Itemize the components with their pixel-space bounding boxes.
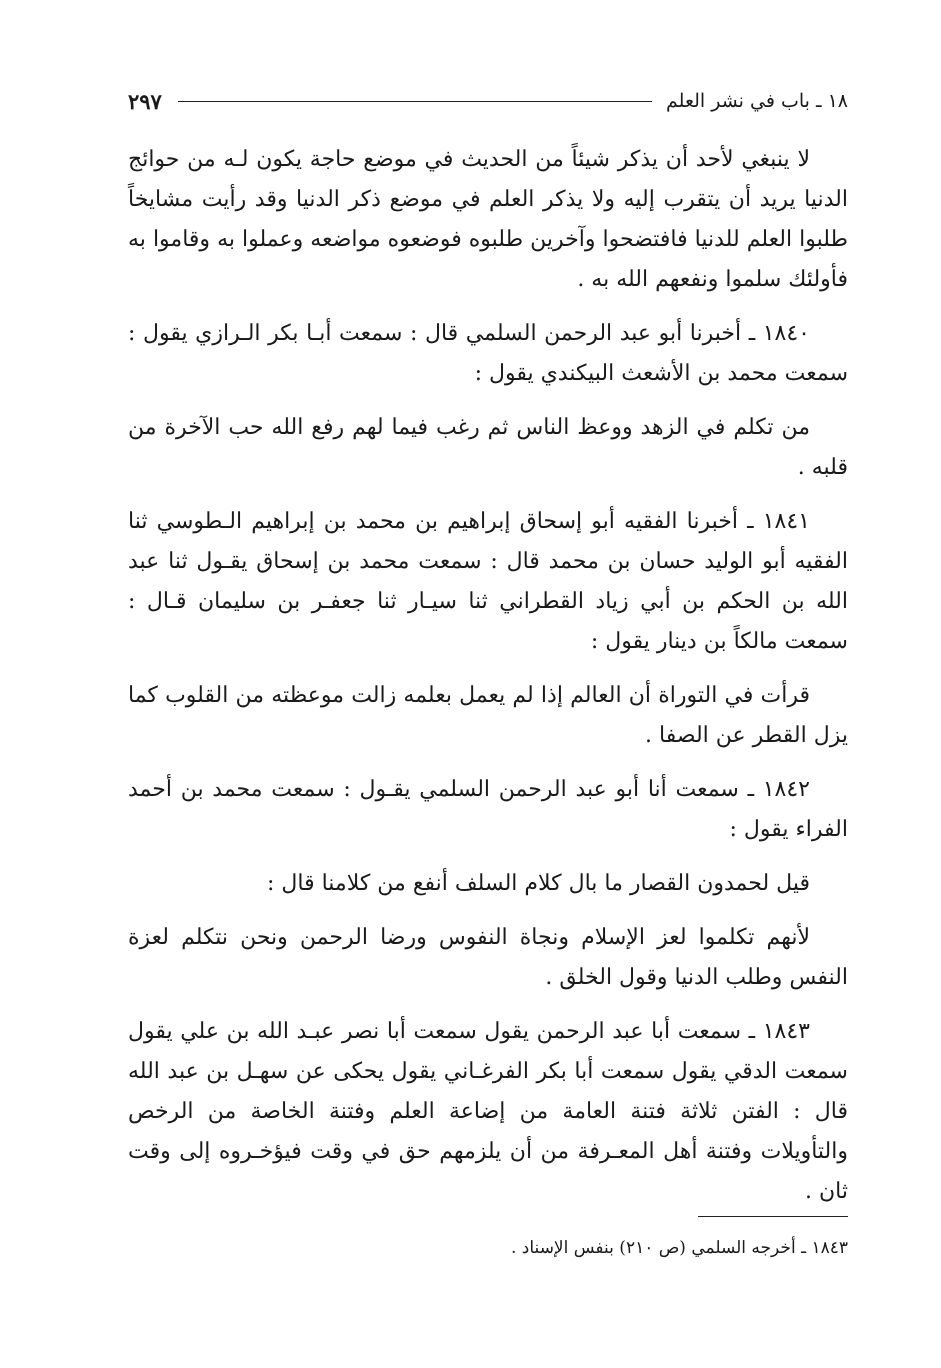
header-rule bbox=[178, 101, 652, 102]
narration-1843: ١٨٤٣ ـ سمعت أبا عبد الرحمن يقول سمعت أبا نصر عبـد الله بن علي يقول سمعت الدقي يقول سمعت أبا بكر الفرغـاني يقول يحكى عن سهـل بن عبد الله قال : الفتن ثلاثة فتنة العامة من إضاعة العلم وفتنة الخاصة من الرخص والتأويلات وفتنة أهل المعـرفة من أن يلزمهم حق في وقت فيؤخـروه إلى وقت ثان . bbox=[128, 1019, 848, 1204]
narration-1841-isnad: ١٨٤١ ـ أخبرنا الفقيه أبو إسحاق إبراهيم بن محمد بن إبراهيم الـطوسي ثنا الفقيه أبو الوليد حسان بن محمد قال : سمعت محمد بن إسحاق يقـول ثنا عبد الله بن الحكم بن أبي زياد القطراني ثنا سيـار ثنا جعفـر بن سليمان قـال : سمعت مالكاً بن دينار يقول : bbox=[128, 509, 848, 654]
narration-1842-question: قيل لحمدون القصار ما بال كلام السلف أنفع من كلامنا قال : bbox=[266, 871, 810, 896]
footnote: ١٨٤٣ ـ أخرجه السلمي (ص ٢١٠) بنفس الإسناد . bbox=[511, 1238, 848, 1258]
narration-1842-answer: لأنهم تكلموا لعز الإسلام ونجاة النفوس ورضا الرحمن ونحن نتكلم لعزة النفس وطلب الدنيا وقول الخلق . bbox=[128, 925, 848, 990]
page-body bbox=[128, 140, 848, 1226]
paragraph-intro: لا ينبغي لأحد أن يذكر شيئاً من الحديث في موضع حاجة يكون لـه من حوائج الدنيا يريد أن يتقرب إليه ولا يذكر العلم في موضع ذكر الدنيا وقد رأيت مشايخاً طلبوا العلم للدنيا فافتضحوا وآخرين طلبوه فوضعوه مواضعه وعملوا به وقاموا به فأولئك سلموا ونفعهم الله به . bbox=[128, 147, 848, 292]
page-number: ٢٩٧ bbox=[128, 88, 162, 114]
narration-1841-text: قرأت في التوراة أن العالم إذا لم يعمل بعلمه زالت موعظته من القلوب كما يزل القطر عن الصفا . bbox=[128, 683, 848, 748]
narration-1840-text: من تكلم في الزهد ووعظ الناس ثم رغب فيما لهم رفع الله حب الآخرة من قلبه . bbox=[128, 415, 848, 480]
footnote-rule bbox=[698, 1216, 848, 1217]
narration-1840-isnad: ١٨٤٠ ـ أخبرنا أبو عبد الرحمن السلمي قال : سمعت أبـا بكر الـرازي يقول : سمعت محمد بن الأشعث البيكندي يقول : bbox=[128, 321, 848, 386]
chapter-title: ١٨ ـ باب في نشر العلم bbox=[666, 90, 848, 112]
narration-1842-isnad: ١٨٤٢ ـ سمعت أنا أبو عبد الرحمن السلمي يقـول : سمعت محمد بن أحمد الفراء يقول : bbox=[128, 777, 848, 842]
running-header bbox=[128, 84, 848, 118]
